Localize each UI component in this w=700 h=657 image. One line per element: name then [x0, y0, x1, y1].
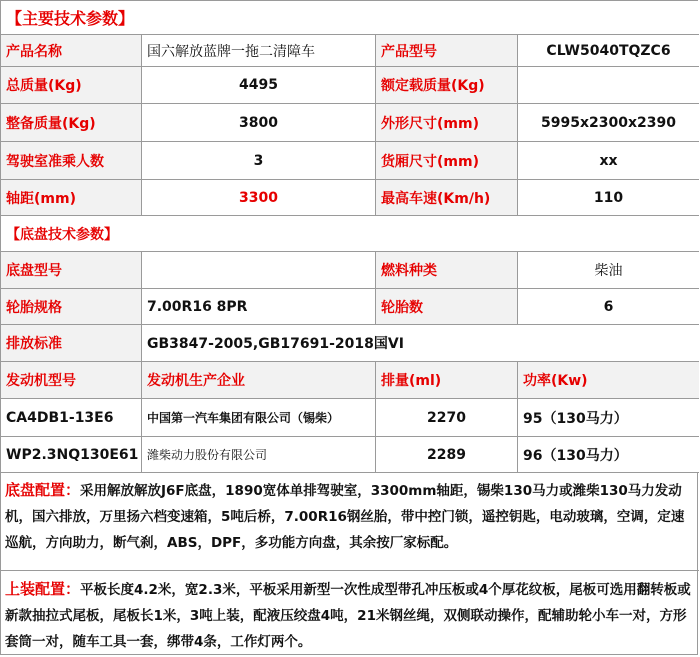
engine-model-header: 发动机型号	[1, 362, 142, 399]
engine-header-row	[1, 362, 699, 399]
engine-displacement: 2270	[376, 399, 518, 437]
spec-label: 额定载质量(Kg)	[376, 67, 518, 104]
spec-label: 最高车速(Km/h)	[376, 180, 518, 216]
chassis-model-label: 底盘型号	[1, 252, 142, 289]
tire-spec-label: 轮胎规格	[1, 289, 142, 325]
engine-power: 95（130马力）	[518, 399, 699, 437]
spec-row	[1, 104, 699, 142]
engine-displacement: 2289	[376, 437, 518, 473]
spec-label: 整备质量(Kg)	[1, 104, 142, 142]
tire-count-value: 6	[518, 289, 699, 325]
spec-label: 货厢尺寸(mm)	[376, 142, 518, 180]
spec-value	[518, 67, 699, 104]
spec-value: 国六解放蓝牌一拖二清障车	[142, 35, 376, 67]
spec-label: 产品型号	[376, 35, 518, 67]
spec-label: 外形尺寸(mm)	[376, 104, 518, 142]
emission-label: 排放标准	[1, 325, 142, 362]
chassis-config	[1, 473, 699, 571]
spec-label: 产品名称	[1, 35, 142, 67]
chassis-config-heading: 底盘配置：	[5, 481, 81, 499]
spec-row	[1, 142, 699, 180]
emission-value: GB3847-2005,GB17691-2018国VI	[142, 325, 699, 362]
engine-maker-header: 发动机生产企业	[142, 362, 376, 399]
spec-label: 总质量(Kg)	[1, 67, 142, 104]
main-title: 【主要技术参数】	[1, 1, 699, 35]
spec-value: 5995x2300x2390	[518, 104, 699, 142]
displacement-header: 排量(ml)	[376, 362, 518, 399]
tire-count-label: 轮胎数	[376, 289, 518, 325]
chassis-title: 【底盘技术参数】	[1, 216, 699, 252]
spec-row	[1, 180, 699, 216]
engine-row	[1, 399, 699, 437]
engine-maker: 中国第一汽车集团有限公司（锡柴）	[142, 399, 376, 437]
spec-value: CLW5040TQZC6	[518, 35, 699, 67]
chassis-row	[1, 252, 699, 289]
spec-value: 3300	[142, 180, 376, 216]
chassis-row	[1, 325, 699, 362]
chassis-model-value	[142, 252, 376, 289]
spec-value: 4495	[142, 67, 376, 104]
fuel-label: 燃料种类	[376, 252, 518, 289]
tire-spec-value: 7.00R16 8PR	[142, 289, 376, 325]
engine-model: CA4DB1-13E6	[1, 399, 142, 437]
main-title-row	[1, 1, 699, 35]
engine-power: 96（130马力）	[518, 437, 699, 473]
spec-row	[1, 67, 699, 104]
power-header: 功率(Kw)	[518, 362, 699, 399]
spec-value: 3800	[142, 104, 376, 142]
body-config-text: 平板长度4.2米，宽2.3米，平板采用新型一次性成型带孔冲压板或4个厚花纹板，尾板可选用翻转板或新款抽拉式尾板，尾板长1米，3吨上装，配液压绞盘4吨，21米钢丝绳，双侧联动操作，配辅助轮小车一对，方形套筒一对，随车工具一套，绑带4条，工作灯两个。	[5, 582, 691, 650]
spec-value: xx	[518, 142, 699, 180]
body-config-heading: 上装配置：	[5, 580, 81, 598]
spec-label: 轴距(mm)	[1, 180, 142, 216]
body-config	[1, 571, 699, 655]
fuel-value: 柴油	[518, 252, 699, 289]
engine-row	[1, 437, 699, 473]
spec-label: 驾驶室准乘人数	[1, 142, 142, 180]
engine-maker: 潍柴动力股份有限公司	[142, 437, 376, 473]
spec-value: 3	[142, 142, 376, 180]
chassis-row	[1, 289, 699, 325]
spec-value: 110	[518, 180, 699, 216]
spec-row	[1, 35, 699, 67]
engine-model: WP2.3NQ130E61	[1, 437, 142, 473]
chassis-config-text: 采用解放解放J6F底盘，1890宽体单排驾驶室，3300mm轴距，锡柴130马力或潍柴130马力发动机，国六排放，万里扬六档变速箱，5吨后桥，7.00R16钢丝胎，带中控门锁，遥控钥匙，电动玻璃，空调，定速巡航，方向助力，断气刹，ABS，DPF，多功能方向盘，其余按厂家标配。	[5, 483, 685, 551]
chassis-title-row	[1, 216, 699, 252]
